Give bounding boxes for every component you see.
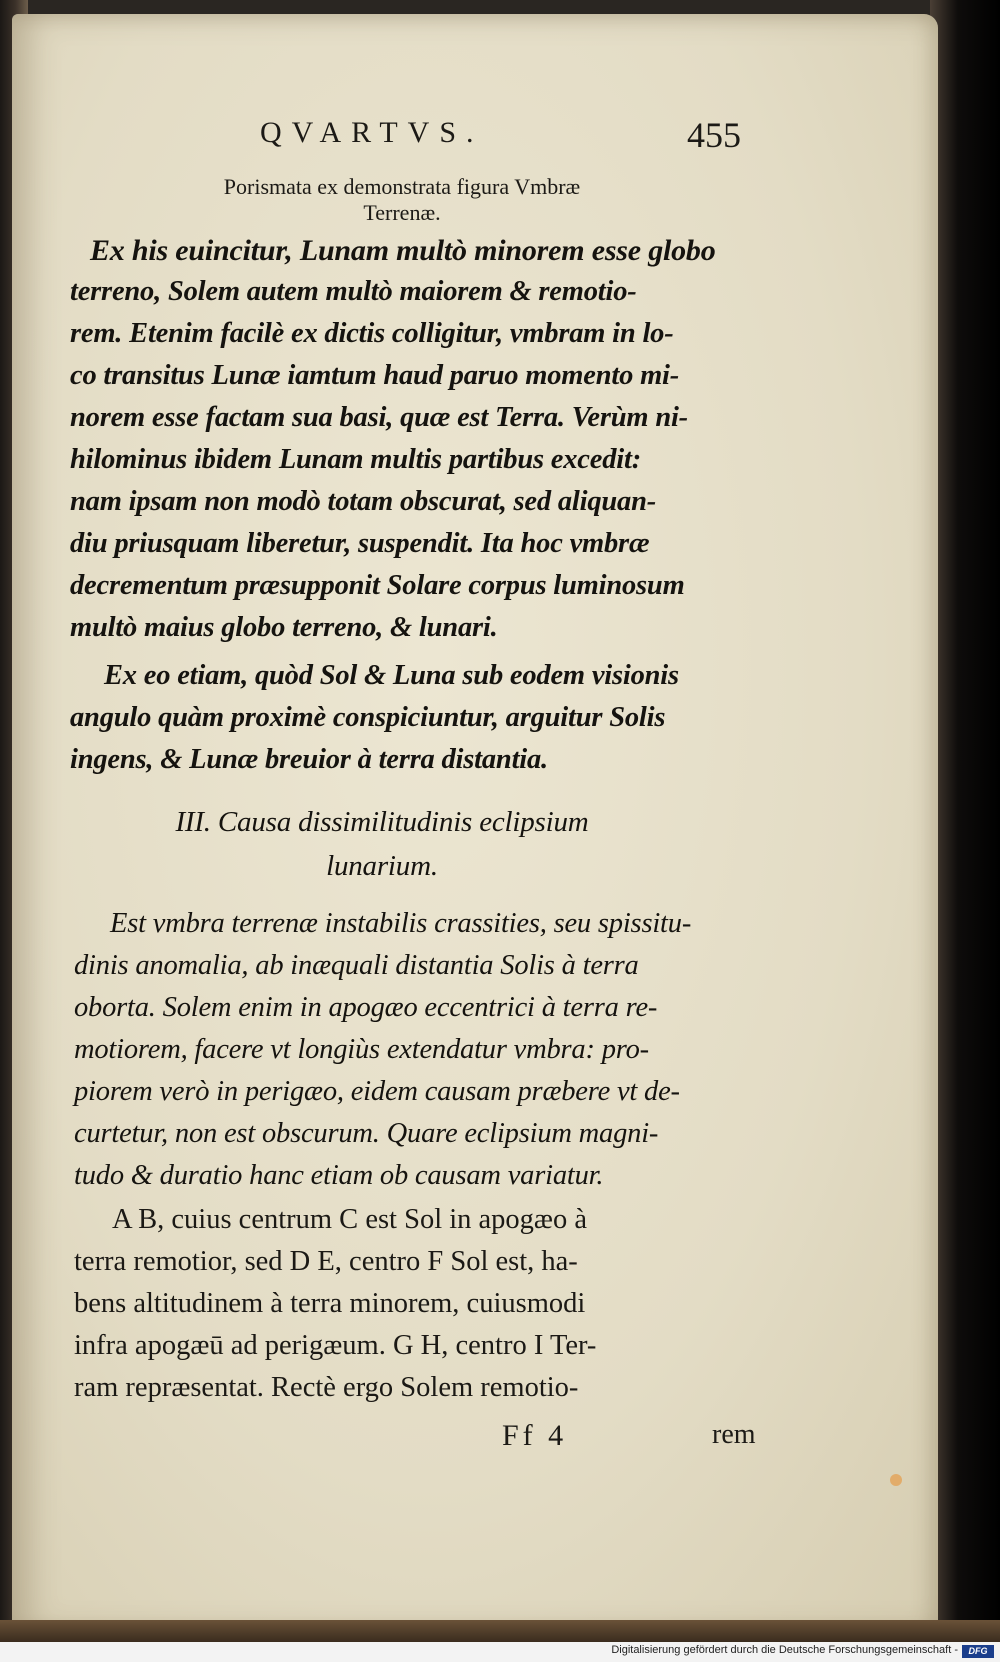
para1-line: co transitus Lunæ iamtum haud paruo momento mi- (70, 360, 680, 391)
paper-stain (890, 1474, 902, 1486)
para2-line: Ex eo etiam, quòd Sol & Luna sub eodem visionis (104, 660, 679, 691)
footer-credit: Digitalisierung gefördert durch die Deutsche Forschungsgemeinschaft - (611, 1644, 958, 1656)
para1-line: diu priusquam liberetur, suspendit. Ita hoc vmbræ (70, 528, 650, 559)
para2-line: ingens, & Lunæ breuior à terra distantia. (70, 744, 548, 775)
running-head: QVARTVS. (260, 116, 484, 149)
para1-line: terreno, Solem autem multò maiorem & remotio- (70, 276, 637, 307)
para1-line: multò maius globo terreno, & lunari. (70, 612, 498, 643)
para3-line: curtetur, non est obscurum. Quare eclipsium magni- (74, 1118, 659, 1149)
catchword: rem (712, 1419, 756, 1450)
para4-line: ram repræsentat. Rectè ergo Solem remotio- (74, 1372, 579, 1403)
subtitle-line: Porismata ex demonstrata figura Vmbræ (223, 174, 581, 199)
para4-line: infra apogæū ad perigæum. G H, centro I Ter- (74, 1330, 597, 1361)
book-page (12, 14, 938, 1632)
para3-line: oborta. Solem enim in apogæo eccentrici à terra re- (74, 992, 658, 1023)
signature-mark: Ff 4 (502, 1419, 568, 1452)
para3-line: dinis anomalia, ab inæquali distantia Solis à terra (74, 950, 639, 981)
subtitle (132, 174, 672, 226)
para1-line: rem. Etenim facilè ex dictis colligitur, vmbram in lo- (70, 318, 674, 349)
para1-line: Ex his euincitur, Lunam multò minorem esse globo (90, 234, 716, 267)
para3-line: tudo & duratio hanc etiam ob causam variatur. (74, 1160, 604, 1191)
para2-line: angulo quàm proximè conspiciuntur, arguitur Solis (70, 702, 666, 733)
section-heading-line: III. Causa dissimilitudinis eclipsium (175, 806, 589, 838)
para3-line: motiorem, facere vt longiùs extendatur vmbra: pro- (74, 1034, 649, 1065)
dfg-logo-icon: DFG (962, 1645, 994, 1658)
footer-bar (0, 1642, 1000, 1662)
para1-line: norem esse factam sua basi, quæ est Terra. Verùm ni- (70, 402, 688, 433)
para1-line: hilominus ibidem Lunam multis partibus excedit: (70, 444, 641, 475)
para4-line: bens altitudinem à terra minorem, cuiusmodi (74, 1288, 586, 1319)
para3-line: piorem verò in perigæo, eidem causam præbere vt de- (74, 1076, 680, 1107)
book-fore-edge (930, 0, 1000, 1640)
para4-line: terra remotior, sed D E, centro F Sol est, ha- (74, 1246, 578, 1277)
subtitle-line: Terrenæ. (363, 200, 441, 225)
para1-line: decrementum præsupponit Solare corpus luminosum (70, 570, 685, 601)
para3-line: Est vmbra terrenæ instabilis crassities, seu spissitu- (110, 908, 692, 939)
page-number: 455 (687, 115, 741, 155)
para4-line: A B, cuius centrum C est Sol in apogæo à (112, 1204, 587, 1235)
para1-line: nam ipsam non modò totam obscurat, sed aliquan- (70, 486, 657, 517)
section-heading-line: lunarium. (326, 850, 438, 882)
book-bottom-edge (0, 1620, 1000, 1642)
